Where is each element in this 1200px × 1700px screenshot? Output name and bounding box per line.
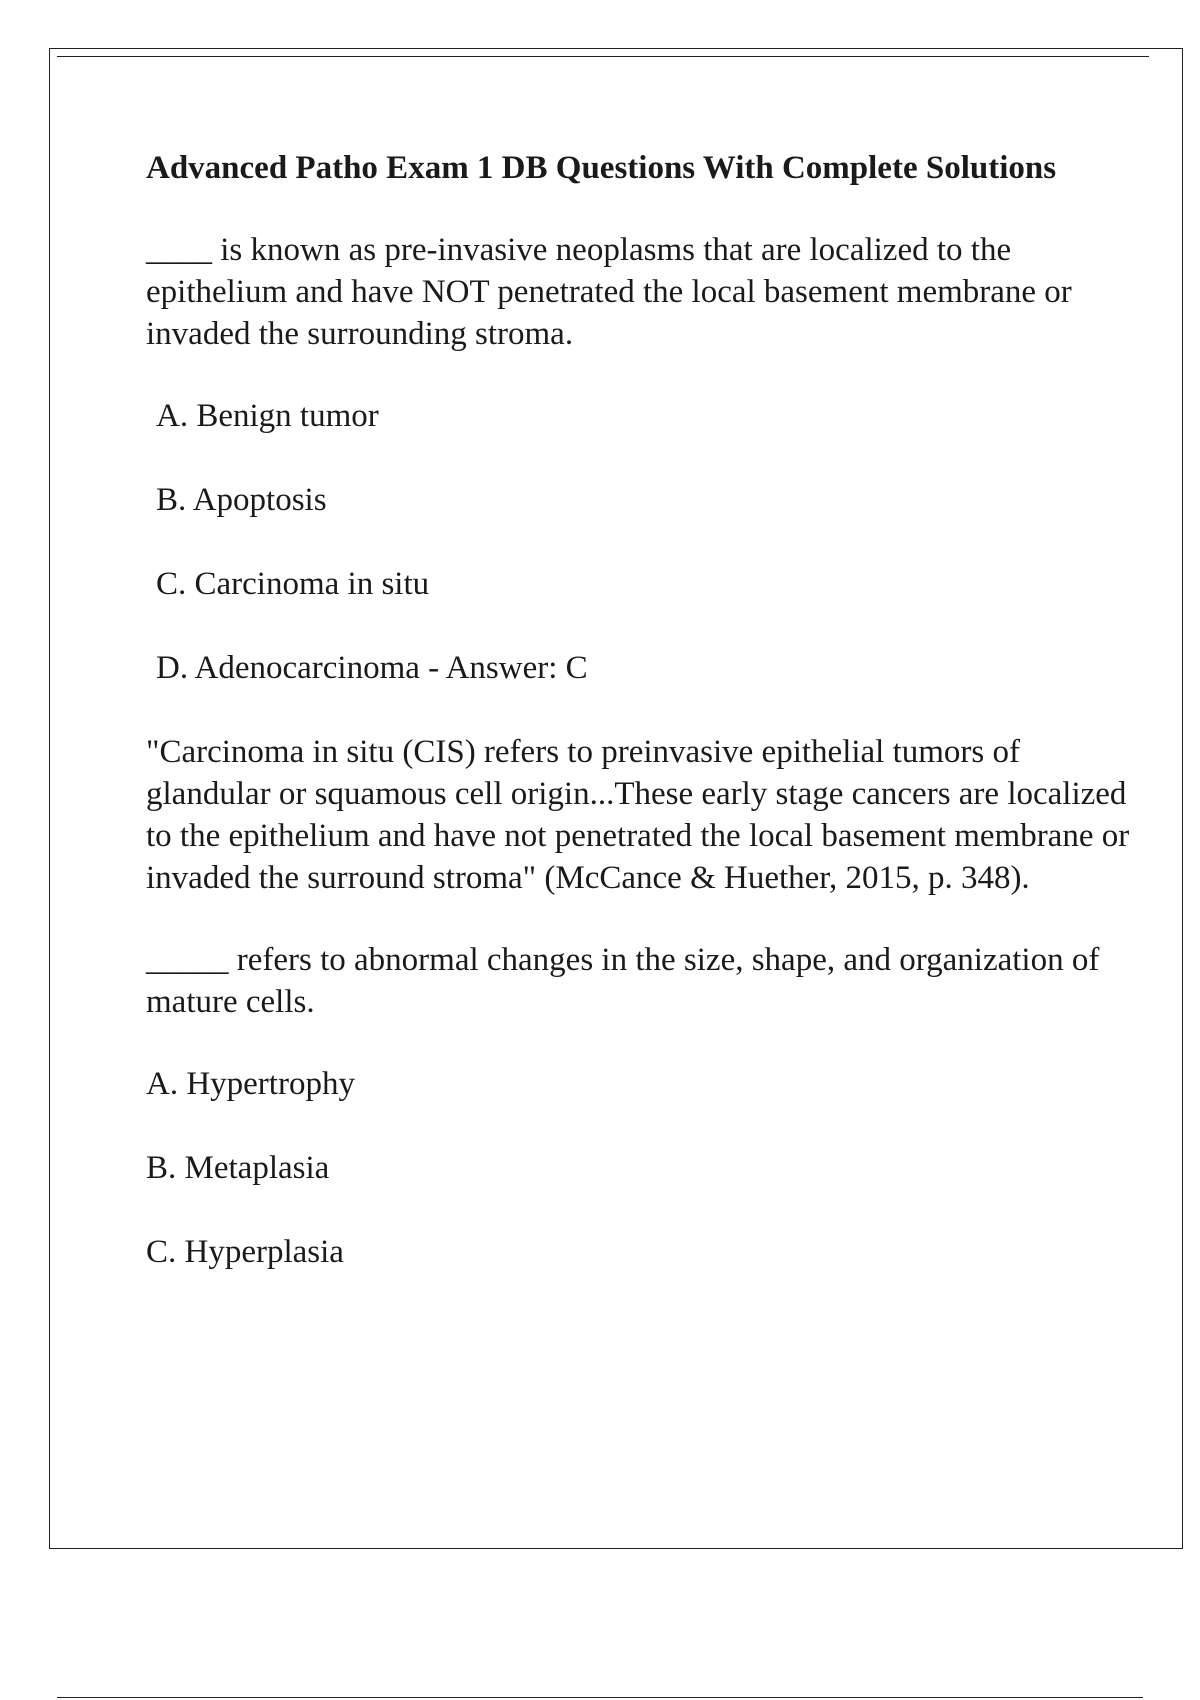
question-2-option-c: C. Hyperplasia [146,1234,344,1270]
question-1-prompt: ____ is known as pre-invasive neoplasms that are localized to the epithelium and have NOT penetrated the local basement membrane or invaded the surrounding stroma. [146,232,1072,352]
question-2 [146,939,1136,1273]
question-2-option-a: A. Hypertrophy [146,1066,355,1102]
question-1-explanation: "Carcinoma in situ (CIS) refers to preinvasive epithelial tumors of glandular or squamous cell origin...These early stage cancers are localized to the epithelium and have not penetrated the local basement membrane or invaded the surround stroma" (McCance & Huether, 2015, p. 348). [146,734,1130,896]
question-1-option-d-answer: D. Adenocarcinoma - Answer: C [156,650,588,686]
page-frame [49,48,1183,1549]
bottom-rule [57,1697,1143,1698]
document-title: Advanced Patho Exam 1 DB Questions With Complete Solutions [146,150,1057,186]
top-rule [57,56,1149,57]
question-1 [146,229,1136,899]
question-2-prompt: _____ refers to abnormal changes in the size, shape, and organization of mature cells. [146,942,1100,1020]
question-1-option-b: B. Apoptosis [156,482,327,518]
question-1-option-c: C. Carcinoma in situ [156,566,430,602]
question-1-option-a: A. Benign tumor [156,398,379,434]
question-2-option-b: B. Metaplasia [146,1150,330,1186]
document-content [146,147,1136,1315]
